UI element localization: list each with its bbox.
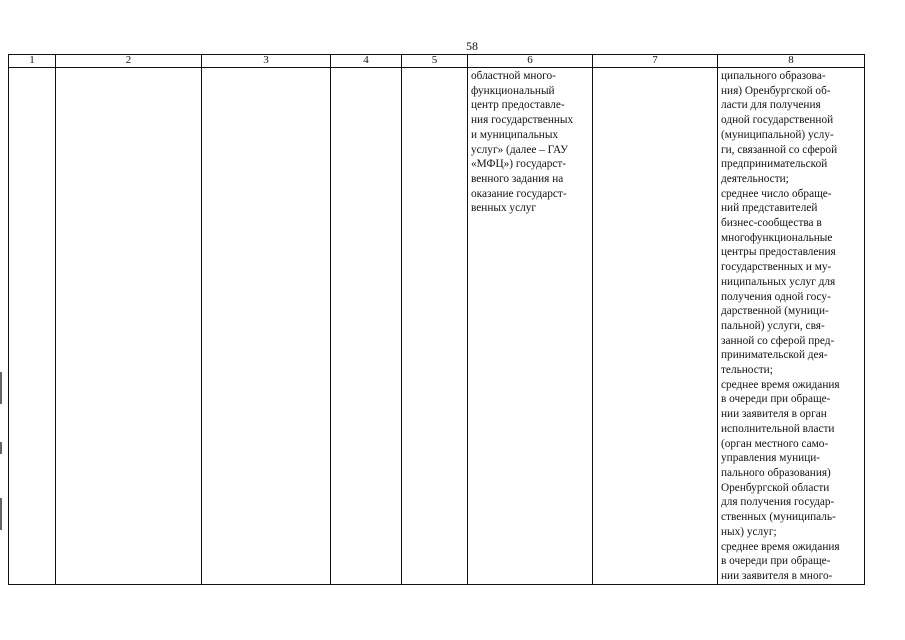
column-header-7: 7 [593, 55, 718, 68]
column-header-4: 4 [331, 55, 402, 68]
binding-mark [0, 442, 2, 454]
table-cell-col-5 [402, 68, 468, 585]
cell-text [202, 68, 330, 69]
binding-mark [0, 372, 2, 404]
column-header-6: 6 [468, 55, 593, 68]
column-header-1: 1 [9, 55, 56, 68]
column-header-2: 2 [56, 55, 202, 68]
document-table [8, 54, 865, 585]
table-cell-col-8 [718, 68, 865, 585]
table-cell-col-7 [593, 68, 718, 585]
table-cell-col-4 [331, 68, 402, 585]
table-cell-col-2 [56, 68, 202, 585]
cell-text: ципального образова- ния) Оренбургской об- ласти для получения одной государственной (муниципальной) услу- ги, связанной со сферой предпринимательской деятельности; среднее число обраще- ний представителей бизнес-сообщества в многофункциональные центры предоставления государственных и му- ниципальных услуг для получения одной госу- дарственной (муници- пальной) услуги, свя- занной со сферой пред- принимательской дея- тельности; среднее время ожидания в очереди при обраще- нии заявителя в орган исполнительной власти (орган местного само- управления муници- пального образования) Оренбургской области для получения государ- ственных (муниципаль- ных) услуг; среднее время ожидания в очереди при обраще- нии заявителя в много- [721, 70, 840, 582]
cell-text [9, 68, 55, 69]
table-cell-col-6 [468, 68, 593, 585]
table-cell-col-3 [202, 68, 331, 585]
column-header-3: 3 [202, 55, 331, 68]
column-header-5: 5 [402, 55, 468, 68]
header-row [9, 55, 865, 68]
cell-text [56, 68, 201, 69]
cell-text: областной много- функциональный центр предоставле- ния государственных и муниципальных услуг» (далее – ГАУ «МФЦ») государст- венного задания на оказание государст- венных услуг [471, 70, 574, 215]
cell-text [402, 68, 467, 69]
cell-text [331, 68, 401, 69]
column-header-8: 8 [718, 55, 865, 68]
cell-text [593, 68, 717, 69]
table-row [9, 68, 865, 585]
page-number: 58 [466, 39, 478, 53]
table-cell-col-1 [9, 68, 56, 585]
binding-mark [0, 498, 2, 530]
